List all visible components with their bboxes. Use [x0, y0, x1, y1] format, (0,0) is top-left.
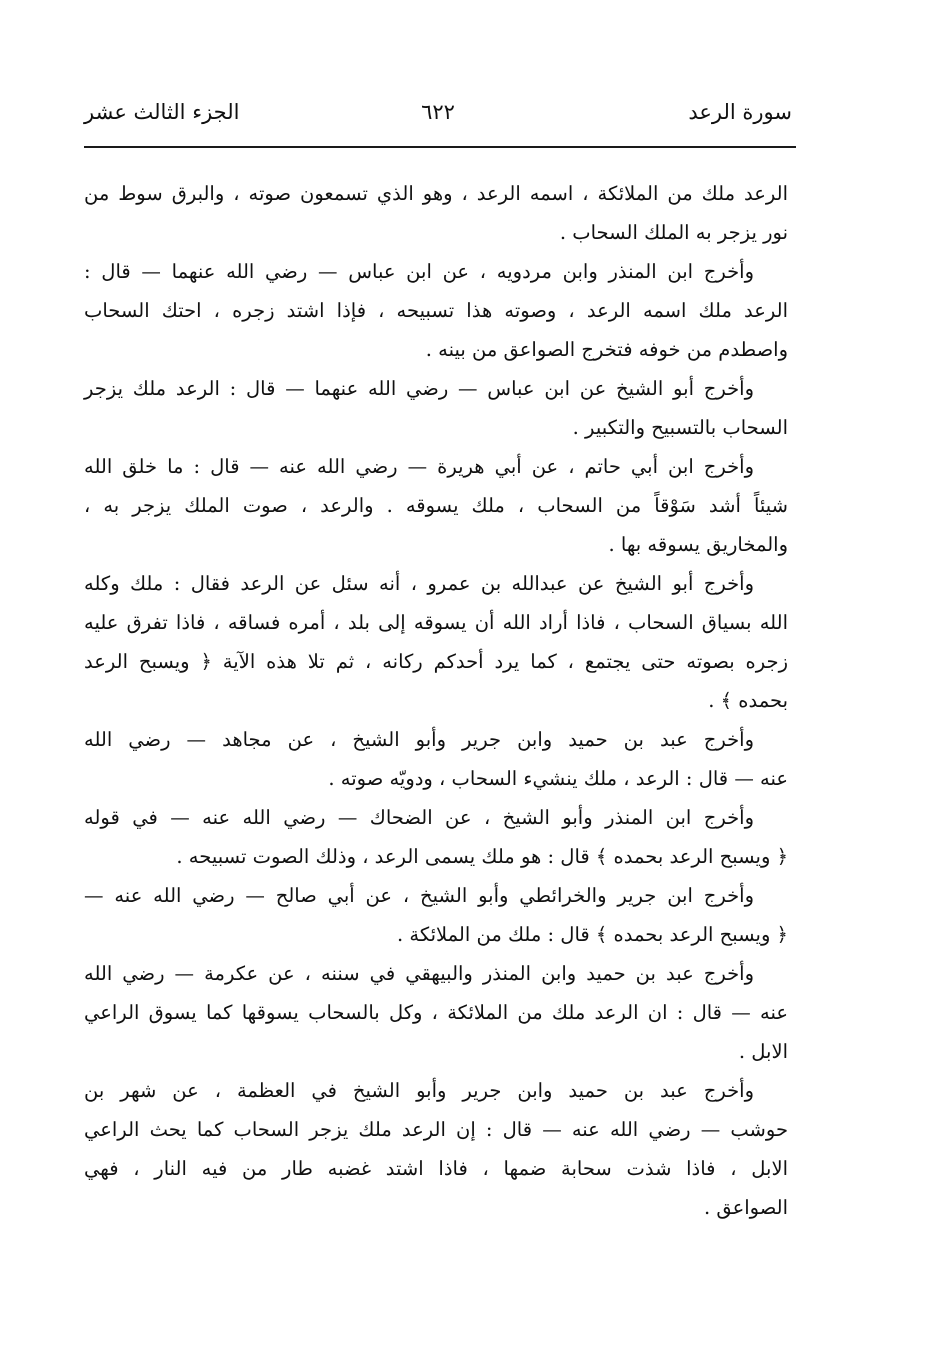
text-line: الابل . [738, 1040, 788, 1063]
header-rule [84, 146, 796, 148]
text-line: الابل ، فاذا شذت سحابة ضمها ، فاذا اشتد غضبه طار من فيه النار ، فهي [84, 1157, 788, 1180]
text-line: الصواعق . [703, 1196, 788, 1219]
text-line: نور يزجر به الملك السحاب . [559, 221, 788, 244]
text-line: وأخرج ابن المنذر وأبو الشيخ ، عن الضحاك — رضي الله عنه — في قوله [84, 806, 754, 829]
text-line: وأخرج أبو الشيخ عن ابن عباس — رضي الله عنهما — قال : الرعد ملك يزجر [84, 377, 754, 400]
text-line: وأخرج ابن المنذر وابن مردويه ، عن ابن عباس — رضي الله عنهما — قال : [84, 260, 754, 283]
paragraph [84, 876, 788, 954]
paragraph [84, 954, 788, 1071]
paragraph [84, 564, 788, 720]
text-line: بحمده ﴾ . [708, 689, 788, 712]
paragraph [84, 798, 788, 876]
text-line: الرعد ملك اسمه الرعد ، وصوته هذا تسبيحه ، فإذا اشتد زجره ، احتك السحاب [84, 299, 788, 322]
part-title: الجزء الثالث عشر [84, 100, 240, 124]
page-number: ٦٢٢ [421, 100, 455, 124]
paragraph [84, 1071, 788, 1227]
paragraph [84, 252, 788, 369]
text-line: عنه — قال : الرعد ، ملك ينشيء السحاب ، ودويّه صوته . [328, 767, 788, 790]
text-line: ﴿ ويسبح الرعد بحمده ﴾ قال : ملك من الملائكة . [396, 923, 788, 946]
running-header [84, 92, 792, 132]
text-line: عنه — قال : ان الرعد ملك من الملائكة ، وكل بالسحاب يسوقها كما يسوق الراعي [84, 1001, 788, 1024]
text-line: السحاب بالتسبيح والتكبير . [572, 416, 788, 439]
text-line: شيئاً أشد سَوْقاً من السحاب ، ملك يسوقه . والرعد ، صوت الملك يزجر به ، [84, 494, 788, 517]
surah-title: سورة الرعد [688, 100, 792, 124]
paragraph [84, 447, 788, 564]
text-line: الرعد ملك من الملائكة ، اسمه الرعد ، وهو الذي تسمعون صوته ، والبرق سوط من [84, 182, 788, 205]
text-line: وأخرج ابن أبي حاتم ، عن أبي هريرة — رضي الله عنه — قال : ما خلق الله [84, 455, 754, 478]
text-line: والمخاريق يسوقه بها . [608, 533, 788, 556]
text-line: وأخرج عبد بن حميد وابن جرير وأبو الشيخ ، عن مجاهد — رضي الله [84, 728, 754, 751]
text-line: زجره بصوته حتى يجتمع ، كما يرد أحدكم ركانه ، ثم تلا هذه الآية ﴿ ويسبح الرعد [84, 650, 788, 673]
body-text [84, 174, 788, 1227]
text-line: ﴿ ويسبح الرعد بحمده ﴾ قال : هو ملك يسمى الرعد ، وذلك الصوت تسبيحه . [176, 845, 788, 868]
text-line: وأخرج عبد بن حميد وابن جرير وأبو الشيخ في العظمة ، عن شهر بن [84, 1079, 754, 1102]
paragraph [84, 174, 788, 252]
text-line: وأخرج عبد بن حميد وابن المنذر والبيهقي في سننه ، عن عكرمة — رضي الله [84, 962, 754, 985]
paragraph [84, 720, 788, 798]
text-line: واصطدم من خوفه فتخرج الصواعق من بينه . [425, 338, 788, 361]
text-line: الله بسياق السحاب ، فاذا أراد الله أن يسوقه إلى بلد ، أمره فساقه ، فاذا تفرق عليه [84, 611, 788, 634]
text-line: وأخرج أبو الشيخ عن عبدالله بن عمرو ، أنه سئل عن الرعد فقال : ملك وكله [84, 572, 754, 595]
paragraph [84, 369, 788, 447]
text-line: حوشب — رضي الله عنه — قال : إن الرعد ملك يزجر السحاب كما يحث الراعي [84, 1118, 788, 1141]
text-line: وأخرج ابن جرير والخرائطي وأبو الشيخ ، عن أبي صالح — رضي الله عنه — [84, 884, 754, 907]
